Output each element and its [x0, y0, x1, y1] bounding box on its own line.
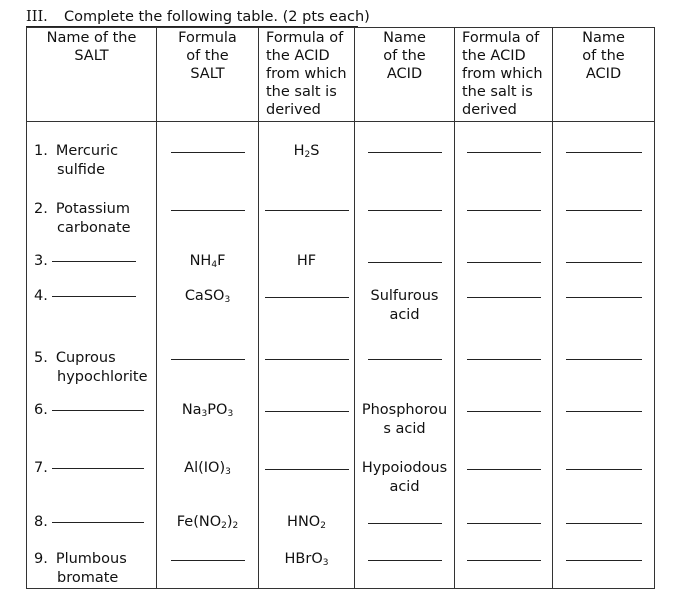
salt-name-cell: 1. Mercuric sulfide	[34, 143, 119, 178]
salt-name-blank[interactable]	[52, 296, 136, 297]
salt-formula-cell-blank[interactable]	[171, 152, 245, 153]
acid-name-2-cell-blank[interactable]	[566, 297, 642, 298]
acid-name-2-cell-blank[interactable]	[566, 469, 642, 470]
acid-formula-cell[interactable]	[259, 387, 354, 445]
salt-formula-cell-blank[interactable]	[171, 359, 245, 360]
acid-name-2-cell-blank[interactable]	[566, 411, 642, 412]
table-row	[27, 329, 655, 387]
acid-formula-cell	[259, 536, 354, 580]
acid-name-2-cell-blank[interactable]	[566, 560, 642, 561]
acid-formula-2-cell-blank[interactable]	[467, 411, 541, 412]
header-salt-name: Name of the SALT	[27, 28, 157, 122]
header-row	[27, 28, 655, 122]
table-row	[27, 536, 655, 589]
formula: $NH_4F$	[189, 253, 226, 270]
acid-formula-2-cell-blank[interactable]	[467, 297, 541, 298]
acid-formula-cell[interactable]	[259, 273, 354, 329]
salt-name-cell[interactable]: 4.	[27, 273, 156, 306]
acid-formula-cell	[259, 499, 354, 536]
salt-formula-cell	[157, 445, 258, 499]
salt-formula-cell-blank[interactable]	[171, 210, 245, 211]
salt-name-cell: 5. Cuprous hypochlorite	[34, 350, 148, 385]
salt-formula-cell[interactable]	[157, 329, 258, 383]
acid-formula-cell	[259, 122, 354, 177]
acid-formula-cell-blank[interactable]	[265, 359, 349, 360]
acid-formula-2-cell[interactable]	[455, 445, 552, 499]
table-row	[27, 273, 655, 329]
acid-name-2-cell-blank[interactable]	[566, 262, 642, 263]
acid-formula-2-cell[interactable]	[455, 273, 552, 329]
acid-formula-2-cell-blank[interactable]	[467, 560, 541, 561]
acid-name-2-cell[interactable]	[553, 536, 654, 580]
formula: $Na_3PO_3$	[181, 402, 234, 419]
acid-name-cell-blank[interactable]	[368, 210, 442, 211]
salt-formula-cell[interactable]	[157, 536, 258, 580]
acid-formula-cell[interactable]	[259, 180, 354, 236]
table-row	[27, 122, 655, 181]
acid-formula-2-cell-blank[interactable]	[467, 523, 541, 524]
table-row	[27, 445, 655, 499]
acid-formula-2-cell-blank[interactable]	[467, 152, 541, 153]
section-title	[26, 7, 626, 27]
salt-name-cell[interactable]: 7.	[27, 445, 156, 478]
acid-name-cell-blank[interactable]	[368, 560, 442, 561]
salt-formula-cell	[157, 387, 258, 445]
table-row	[27, 238, 655, 273]
acid-name-cell[interactable]	[355, 329, 454, 383]
acid-name-cell-blank[interactable]	[368, 262, 442, 263]
acid-name-2-cell[interactable]	[553, 238, 654, 273]
acid-name-cell-blank[interactable]	[368, 152, 442, 153]
acid-name-2-cell[interactable]	[553, 180, 654, 236]
acid-formula-cell[interactable]	[259, 329, 354, 383]
acid-name-2-cell[interactable]	[553, 499, 654, 536]
acid-name-2-cell[interactable]	[553, 445, 654, 499]
acid-formula-cell[interactable]	[259, 445, 354, 499]
table-row	[27, 387, 655, 445]
acid-formula-2-cell[interactable]	[455, 329, 552, 383]
salt-name-blank[interactable]	[52, 261, 136, 262]
acid-name-2-cell[interactable]	[553, 122, 654, 177]
table-row	[27, 180, 655, 238]
acid-name-2-cell[interactable]	[553, 273, 654, 329]
acid-formula-cell-blank[interactable]	[265, 297, 349, 298]
acid-formula-2-cell[interactable]	[455, 536, 552, 580]
acid-name-cell-blank[interactable]	[368, 523, 442, 524]
acid-name-cell[interactable]	[355, 122, 454, 177]
salt-formula-cell	[157, 499, 258, 536]
section-number: III.	[26, 9, 48, 25]
salt-formula-cell[interactable]	[157, 180, 258, 236]
acid-formula-cell-blank[interactable]	[265, 210, 349, 211]
formula: HBrO$_3$	[284, 551, 329, 568]
acid-formula-cell-blank[interactable]	[265, 411, 349, 412]
salt-name-cell[interactable]: 6.	[27, 387, 156, 420]
acid-formula-cell	[259, 238, 354, 273]
acid-formula-2-cell-blank[interactable]	[467, 262, 541, 263]
acid-name-cell-blank[interactable]	[368, 359, 442, 360]
acid-name-cell: Phosphorou s acid	[361, 402, 448, 437]
header-acid-formula-2: Formula of the ACID from which the salt is derived	[455, 28, 553, 122]
formula: $H_2S$	[293, 143, 320, 160]
header-acid-name-2: Name of the ACID	[553, 28, 655, 122]
acid-name-cell: Hypoiodous acid	[361, 460, 448, 495]
acid-name-cell[interactable]	[355, 180, 454, 236]
acid-name-cell[interactable]	[355, 499, 454, 536]
acid-name-cell[interactable]	[355, 238, 454, 273]
salt-name-blank[interactable]	[52, 410, 144, 411]
acid-formula-cell-blank[interactable]	[265, 469, 349, 470]
acid-name-cell: Sulfurous acid	[370, 288, 439, 323]
acid-name-2-cell-blank[interactable]	[566, 523, 642, 524]
formula: $HNO_2$	[287, 514, 326, 531]
acid-formula-2-cell[interactable]	[455, 387, 552, 445]
acid-name-2-cell[interactable]	[553, 329, 654, 383]
formula: HF	[296, 253, 317, 269]
acid-formula-2-cell[interactable]	[455, 122, 552, 177]
acid-name-2-cell-blank[interactable]	[566, 152, 642, 153]
acid-name-cell[interactable]	[355, 536, 454, 580]
acid-name-2-cell[interactable]	[553, 387, 654, 445]
acid-formula-2-cell-blank[interactable]	[467, 210, 541, 211]
header-salt-formula: Formula of the SALT	[157, 28, 259, 122]
salt-name-cell[interactable]: 3.	[27, 238, 156, 271]
formula: $Fe(NO_2)_2$	[176, 514, 239, 531]
salt-formula-cell	[157, 238, 258, 273]
acid-formula-2-cell-blank[interactable]	[467, 359, 541, 360]
salt-name-blank[interactable]	[52, 522, 144, 523]
salt-name-cell: 9. Plumbous bromate	[34, 551, 127, 586]
salt-formula-cell	[157, 273, 258, 329]
acid-formula-2-cell-blank[interactable]	[467, 469, 541, 470]
header-acid-formula: Formula of the ACID from which the salt is derived	[259, 28, 355, 122]
salt-name-cell: 2. Potassium carbonate	[34, 201, 131, 236]
acid-formula-2-cell[interactable]	[455, 180, 552, 236]
acid-formula-2-cell[interactable]	[455, 499, 552, 536]
salt-formula-cell[interactable]	[157, 122, 258, 177]
formula: $Al(IO)_3$	[184, 460, 231, 477]
salt-acid-table	[26, 27, 655, 589]
header-acid-name: Name of the ACID	[355, 28, 455, 122]
salt-formula-cell-blank[interactable]	[171, 560, 245, 561]
acid-formula-2-cell[interactable]	[455, 238, 552, 273]
acid-name-2-cell-blank[interactable]	[566, 359, 642, 360]
salt-name-blank[interactable]	[52, 468, 144, 469]
formula: CaSO$_3$	[184, 288, 231, 305]
instruction-text: Complete the following table. (2 pts each)	[64, 9, 370, 25]
table-row	[27, 499, 655, 536]
salt-name-cell[interactable]: 8.	[27, 499, 156, 532]
acid-name-2-cell-blank[interactable]	[566, 210, 642, 211]
